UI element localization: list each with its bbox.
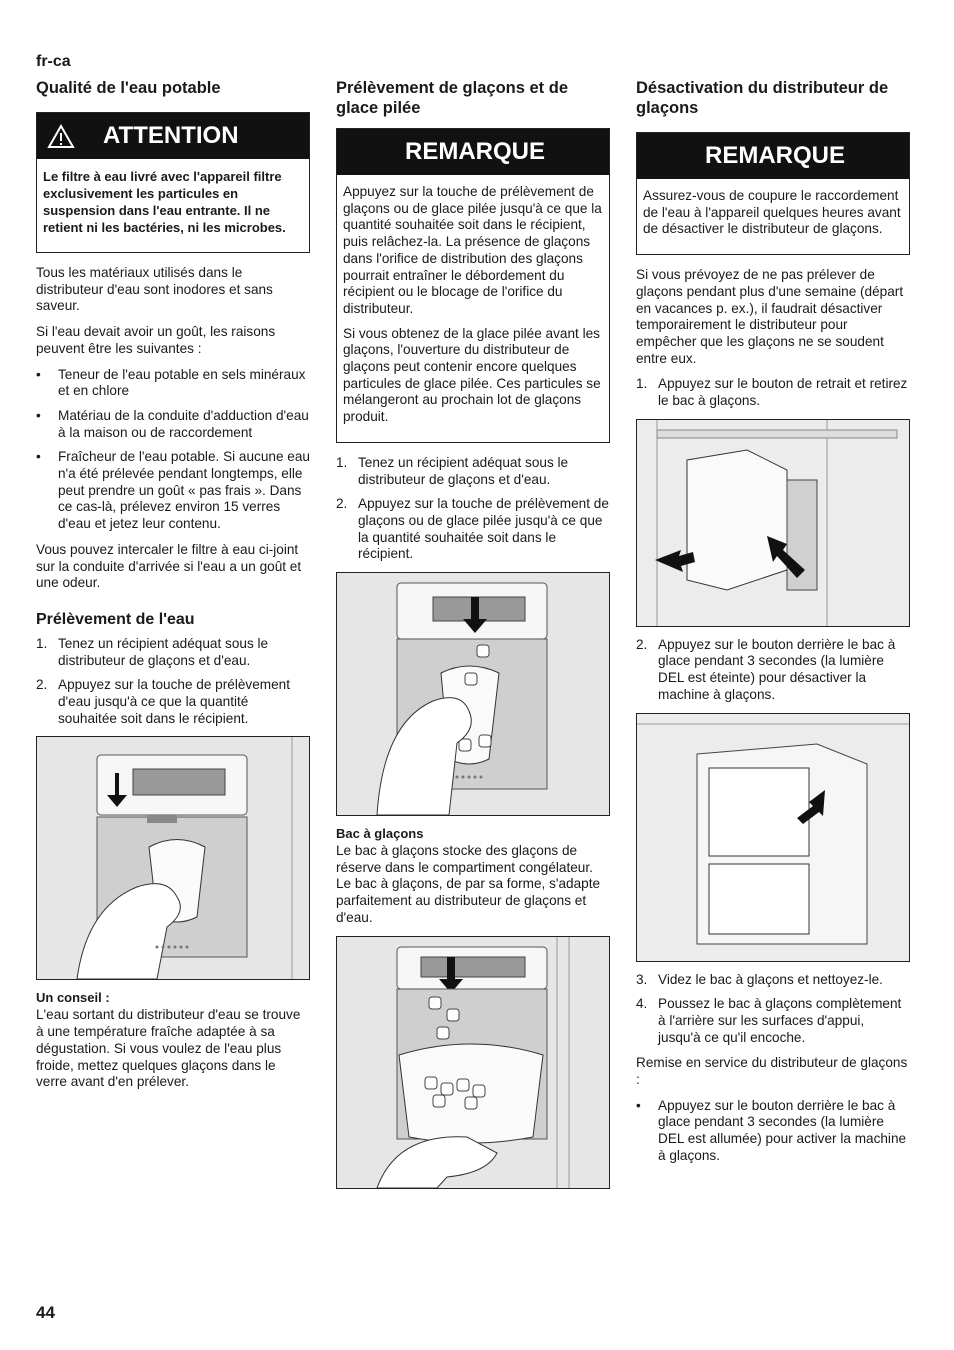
list-item: 1. Tenez un récipient adéquat sous le distributeur de glaçons et d'eau. (336, 454, 569, 487)
remarque-header (637, 133, 909, 179)
ice-dispenser-illustration (336, 572, 610, 816)
list-item: 2. Appuyez sur la touche de prélèvement de glaçons ou de glace pilée jusqu'à ce que la quantité souhaitée soit dans le récipient. (336, 496, 609, 562)
paragraph: Tous les matériaux utilisés dans le distributeur d'eau sont inodores et sans saveur. (36, 265, 273, 314)
steps-list (336, 455, 610, 563)
language-tag: fr-ca (36, 53, 71, 70)
subsection-title: Bac à glaçons (336, 826, 424, 842)
ice-bin-removal-illustration (636, 419, 910, 627)
paragraph: Si l'eau devait avoir un goût, les raisons peuvent être les suivantes : (36, 324, 276, 356)
attention-text: Le filtre à eau livré avec l'appareil filtre exclusivement les particules en suspension dans l'eau entrante. Il ne retient ni les bactéries, ni les microbes. (43, 169, 286, 235)
water-dispenser-illustration (36, 736, 310, 980)
list-item: • Matériau de la conduite d'adduction d'eau à la maison ou de raccordement (36, 407, 309, 440)
remarque-text: Si vous obtenez de la glace pilée avant les glaçons, l'ouverture du distributeur de glaçons peut contenir encore quelques particules de glace pilée. Ces particules se mélangeront au prochain lot de glaçons produit. (343, 325, 601, 425)
list-item: 4. Poussez le bac à glaçons complètement à l'arrière sur les surfaces d'appui, jusqu'à ce qu'il encoche. (636, 996, 902, 1045)
ice-bin-illustration (336, 936, 610, 1189)
paragraph: Vous pouvez intercaler le filtre à eau ci-joint sur la conduite d'arrivée si l'eau a un goût et une odeur. (36, 541, 302, 591)
tip-text: L'eau sortant du distributeur d'eau se trouve à une température fraîche adaptée à sa dégustation. Si vous voulez de l'eau plus froide, mettez quelques glaçons dans le verre avant d'en prélever. (36, 1007, 301, 1090)
warning-icon (47, 124, 75, 149)
remarque-text: Assurez-vous de coupure le raccordement de l'eau à l'appareil quelques heures avant de désactiver le distributeur de glaçons. (643, 188, 901, 237)
list-item: 2. Appuyez sur la touche de prélèvement d'eau jusqu'à ce que la quantité souhaitée soit dans le récipient. (36, 677, 290, 726)
list-item: • Appuyez sur le bouton derrière le bac à glace pendant 3 secondes (la lumière DEL est allumée) pour activer la machine à glaçons. (636, 1097, 907, 1163)
section-title-disable-ice: Désactivation du distributeur de glaçons (636, 79, 889, 117)
remarque-label: REMARQUE (705, 142, 846, 169)
attention-label: ATTENTION (103, 122, 239, 149)
page-number: 44 (36, 1303, 55, 1322)
remarque-box (636, 132, 910, 255)
list-item: 1. Appuyez sur le bouton de retrait et retirez le bac à glaçons. (636, 376, 908, 409)
column-3 (636, 78, 910, 1174)
bullet-list (36, 367, 310, 533)
remarque-text: Appuyez sur la touche de prélèvement de glaçons ou de glace pilée jusqu'à ce que la quantité souhaitée soit dans le récipient, puis relâchez-la. La présence de glaçons dans l'orifice de distribution des glaçons pourrait entraîner le débordement du récipient ou le blocage de l'orifice du distributeur. (343, 184, 602, 316)
steps-list (636, 972, 910, 1047)
section-title-ice-dispensing: Prélèvement de glaçons et de glace pilée (336, 79, 569, 117)
section-title-water-dispensing: Prélèvement de l'eau (36, 610, 195, 628)
paragraph: Le bac à glaçons stocke des glaçons de réserve dans le compartiment congélateur. Le bac à glaçons, de par sa forme, s'adapte parfaitement au distributeur de glaçons et d'eau. (336, 843, 601, 925)
column-2 (336, 78, 610, 1199)
remarque-box (336, 128, 610, 443)
attention-body (37, 159, 309, 252)
list-item: 2. Appuyez sur le bouton derrière le bac à glace pendant 3 secondes (la lumière DEL est éteinte) pour désactiver la machine à glaçons. (636, 636, 896, 702)
list-item: 3. Videz le bac à glaçons et nettoyez-le. (636, 971, 883, 987)
list-item: • Fraîcheur de l'eau potable. Si aucune eau n'a été prélevée pendant longtemps, elle peut prendre un goût « pas frais ». Dans ce cas-là, prélevez environ 15 verres d'eau et jetez leur contenu. (36, 449, 310, 532)
steps-list (636, 637, 910, 704)
list-item: 1. Tenez un récipient adéquat sous le distributeur de glaçons et d'eau. (36, 635, 269, 668)
ice-maker-button-illustration (636, 713, 910, 962)
remarque-header (337, 129, 609, 175)
steps-list (36, 636, 310, 728)
column-1 (36, 78, 310, 1100)
attention-header (37, 113, 309, 159)
section-title-water-quality: Qualité de l'eau potable (36, 79, 221, 97)
bullet-list (636, 1098, 910, 1165)
remarque-label: REMARQUE (405, 138, 546, 165)
paragraph: Remise en service du distributeur de glaçons : (636, 1055, 908, 1088)
attention-box (36, 112, 310, 253)
remarque-body (637, 179, 909, 254)
steps-list (636, 376, 910, 409)
list-item: • Teneur de l'eau potable en sels minéraux et en chlore (36, 366, 306, 399)
paragraph: Si vous prévoyez de ne pas prélever de glaçons pendant plus d'une semaine (départ en vacances p. ex.), il faudrait désactiver temporairement le distributeur pour empêcher que les glaçons ne se soudent entre eux. (636, 267, 904, 366)
tip-title: Un conseil : (36, 990, 110, 1006)
remarque-body (337, 175, 609, 442)
